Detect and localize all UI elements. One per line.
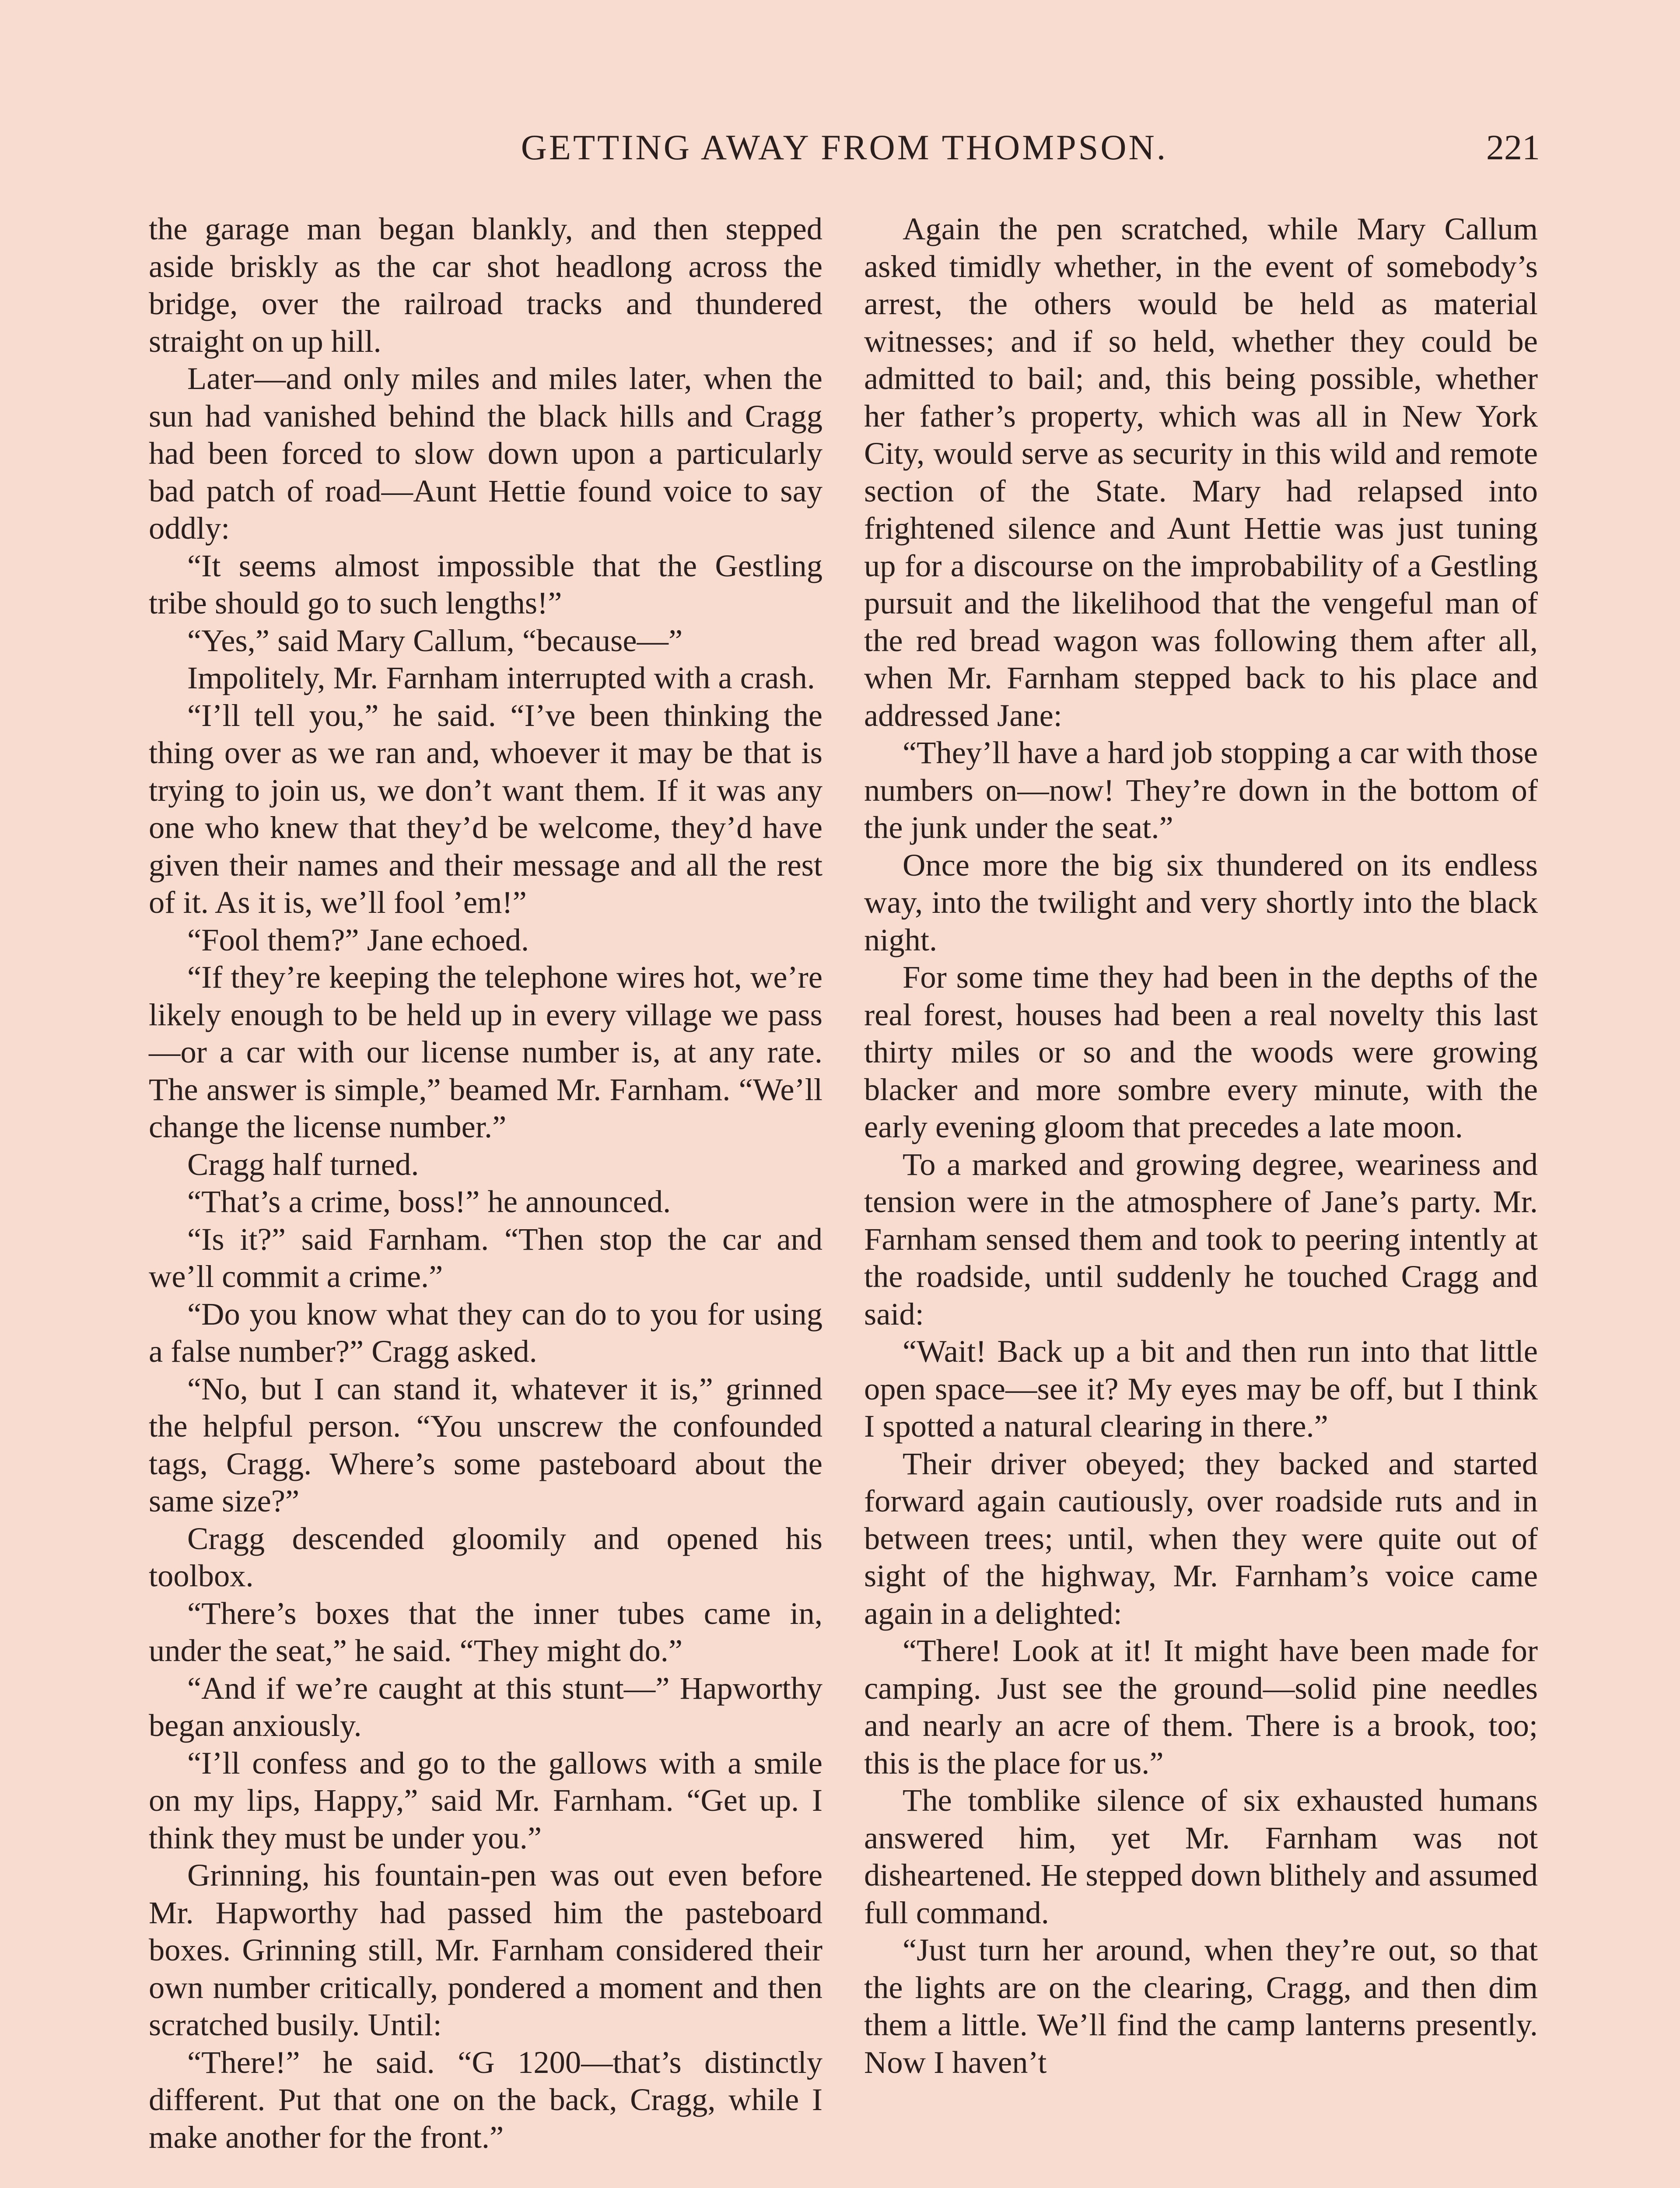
paragraph: “They’ll have a hard job stopping a car with those numbers on—now! They’re down in the bottom of the junk under the seat.” [864,735,1538,845]
paragraph: the garage man began blankly, and then stepped aside briskly as the car shot headlong across the bridge, over the railroad tracks and thundered straight on up hill. [149,211,822,359]
paragraph: “Wait! Back up a bit and then run into that little open space—see it? My eyes may be off, but I think I spotted a natural clearing in there.” [864,1333,1538,1444]
paragraph: “Is it?” said Farnham. “Then stop the car and we’ll commit a crime.” [149,1221,822,1294]
paragraph: “I’ll tell you,” he said. “I’ve been thinking the thing over as we ran and, whoever it may be that is trying to join us, we don’t want them. If it was any one who knew that they’d be welcome, they’d have given their names and their message and all the rest of it. As it is, we’ll fool ’em!” [149,697,822,920]
paragraph: Again the pen scratched, while Mary Callum asked timidly whether, in the event of somebody’s arrest, the others would be held as material witnesses; and if so held, whether they could be admitted to bail; and, this being possible, whether her father’s property, which was all in New York City, would serve as security in this wild and remote section of the State. Mary had relapsed into frightened silence and Aunt Hettie was just tuning up for a discourse on the improbability of a Gestling pursuit and the likelihood that the vengeful man of the red bread wagon was following them after all, when Mr. Farnham stepped back to his place and addressed Jane: [864,211,1538,733]
running-title: GETTING AWAY FROM THOMPSON. [521,127,1168,167]
paragraph: “Just turn her around, when they’re out, so that the lights are on the clearing, Cragg, and then dim them a little. We’ll find the camp lanterns presently. Now I haven’t [864,1932,1538,2080]
text-column-left [149,210,822,2156]
paragraph: “There!” he said. “G 1200—that’s distinctly different. Put that one on the back, Cragg, while I make another for the front.” [149,2044,822,2155]
paragraph: “It seems almost impossible that the Gestling tribe should go to such lengths!” [149,547,822,621]
paragraph: “That’s a crime, boss!” he announced. [187,1184,671,1219]
text-column-right [864,210,1538,2081]
paragraph: Cragg half turned. [187,1146,419,1182]
page-number: 221 [1486,127,1540,167]
paragraph: For some time they had been in the depths of the real forest, houses had been a real novelty this last thirty miles or so and the woods were growing blacker and more sombre every minute, with the early evening gloom that precedes a late moon. [864,959,1538,1144]
paragraph: Their driver obeyed; they backed and started forward again cautiously, over roadside ruts and in between trees; until, when they were quite out of sight of the highway, Mr. Farnham’s voice came again in a delighted: [864,1445,1538,1631]
paragraph: “There! Look at it! It might have been made for camping. Just see the ground—solid pine needles and nearly an acre of them. There is a brook, too; this is the place for us.” [864,1633,1538,1781]
paragraph: The tomblike silence of six exhausted humans answered him, yet Mr. Farnham was not disheartened. He stepped down blithely and assumed full command. [864,1782,1538,1930]
paragraph: “Fool them?” Jane echoed. [187,922,529,957]
paragraph: “And if we’re caught at this stunt—” Hapworthy began anxiously. [149,1670,822,1743]
paragraph: Impolitely, Mr. Farnham interrupted with a crash. [187,660,815,695]
paragraph: “No, but I can stand it, whatever it is,” grinned the helpful person. “You unscrew the confounded tags, Cragg. Where’s some pasteboard about the same size?” [149,1371,822,1518]
paragraph: Cragg descended gloomily and opened his toolbox. [149,1520,822,1593]
paragraph: Later—and only miles and miles later, when the sun had vanished behind the black hills and Cragg had been forced to slow down upon a particularly bad patch of road—Aunt Hettie found voice to say oddly: [149,361,822,546]
paragraph: “I’ll confess and go to the gallows with a smile on my lips, Happy,” said Mr. Farnham. “Get up. I think they must be under you.” [149,1745,822,1855]
paragraph: To a marked and growing degree, weariness and tension were in the atmosphere of Jane’s party. Mr. Farnham sensed them and took to peering intently at the roadside, until suddenly he touched Cragg and said: [864,1146,1538,1332]
paragraph: Once more the big six thundered on its endless way, into the twilight and very shortly into the black night. [864,847,1538,957]
paragraph: “Do you know what they can do to you for using a false number?” Cragg asked. [149,1296,822,1369]
paragraph: “If they’re keeping the telephone wires hot, we’re likely enough to be held up in every village we pass—or a car with our license number is, at any rate. The answer is simple,” beamed Mr. Farnham. “We’ll change the license number.” [149,959,822,1144]
paragraph: Grinning, his fountain-pen was out even before Mr. Hapworthy had passed him the pasteboard boxes. Grinning still, Mr. Farnham considered their own number critically, pondered a moment and then scratched busily. Until: [149,1857,822,2042]
page-header [149,127,1540,179]
paragraph: “There’s boxes that the inner tubes came in, under the seat,” he said. “They might do.” [149,1595,822,1668]
paragraph: “Yes,” said Mary Callum, “because—” [187,622,683,658]
